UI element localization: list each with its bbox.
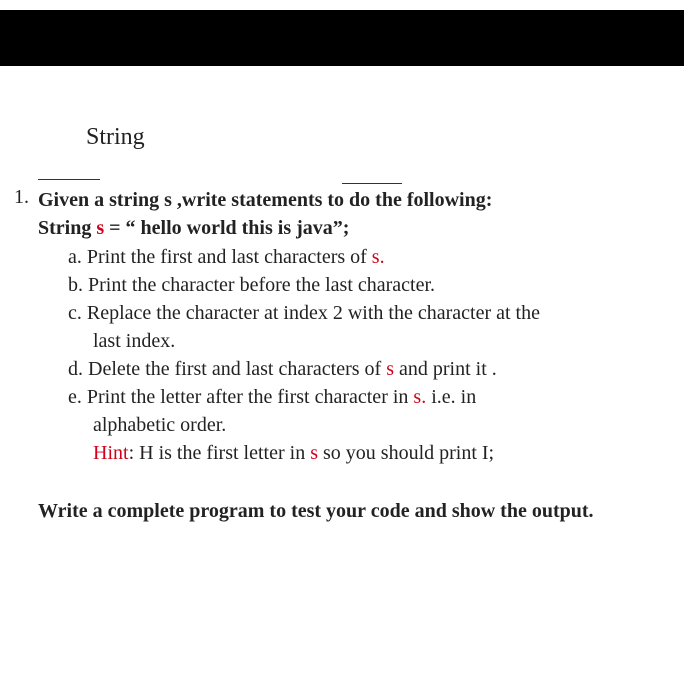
item-end: . — [379, 246, 385, 268]
item-end: i.e. in — [431, 386, 477, 408]
list-item-c-continued: last index. — [93, 330, 176, 352]
item-marker: a. — [68, 246, 82, 268]
hint-label: Hint — [93, 442, 129, 464]
item-text: Delete the first and last characters of — [88, 358, 382, 380]
underline-rule — [38, 179, 100, 180]
underline-rule — [342, 183, 402, 184]
hint-text: : H is the first letter in — [128, 442, 306, 464]
question-statement: Given a string s ,write statements to do the following: — [38, 189, 493, 211]
list-item-b — [68, 271, 435, 299]
code-prefix: String — [38, 217, 92, 239]
item-variable: s. — [413, 386, 427, 408]
final-instruction: Write a complete program to test your code and show the output. — [38, 500, 594, 522]
list-item-c — [68, 299, 540, 327]
page-heading: String — [86, 124, 145, 150]
list-item-e-continued: alphabetic order. — [93, 414, 227, 436]
list-item-a — [68, 243, 385, 271]
item-marker: c. — [68, 302, 82, 324]
item-text: Print the letter after the first character in — [86, 386, 409, 408]
item-marker: e. — [68, 386, 82, 408]
item-text: Print the character before the last character. — [88, 274, 436, 296]
question-number: 1. — [14, 186, 29, 208]
code-line — [38, 214, 349, 242]
code-rest: = “ hello world this is java”; — [109, 217, 350, 239]
item-text: Replace the character at index 2 with the character at the — [86, 302, 540, 324]
list-item-d — [68, 355, 497, 383]
list-item-e — [68, 383, 476, 411]
hint-end: so you should print I; — [323, 442, 495, 464]
top-black-bar — [0, 10, 684, 66]
item-end: and print it . — [399, 358, 497, 380]
code-variable: s — [96, 217, 105, 239]
hint-line — [93, 439, 494, 467]
item-marker: b. — [68, 274, 83, 296]
item-marker: d. — [68, 358, 83, 380]
item-variable: s — [386, 358, 394, 380]
item-variable: s — [371, 246, 380, 268]
hint-variable: s — [310, 442, 318, 464]
item-text: Print the first and last characters of — [86, 246, 367, 268]
